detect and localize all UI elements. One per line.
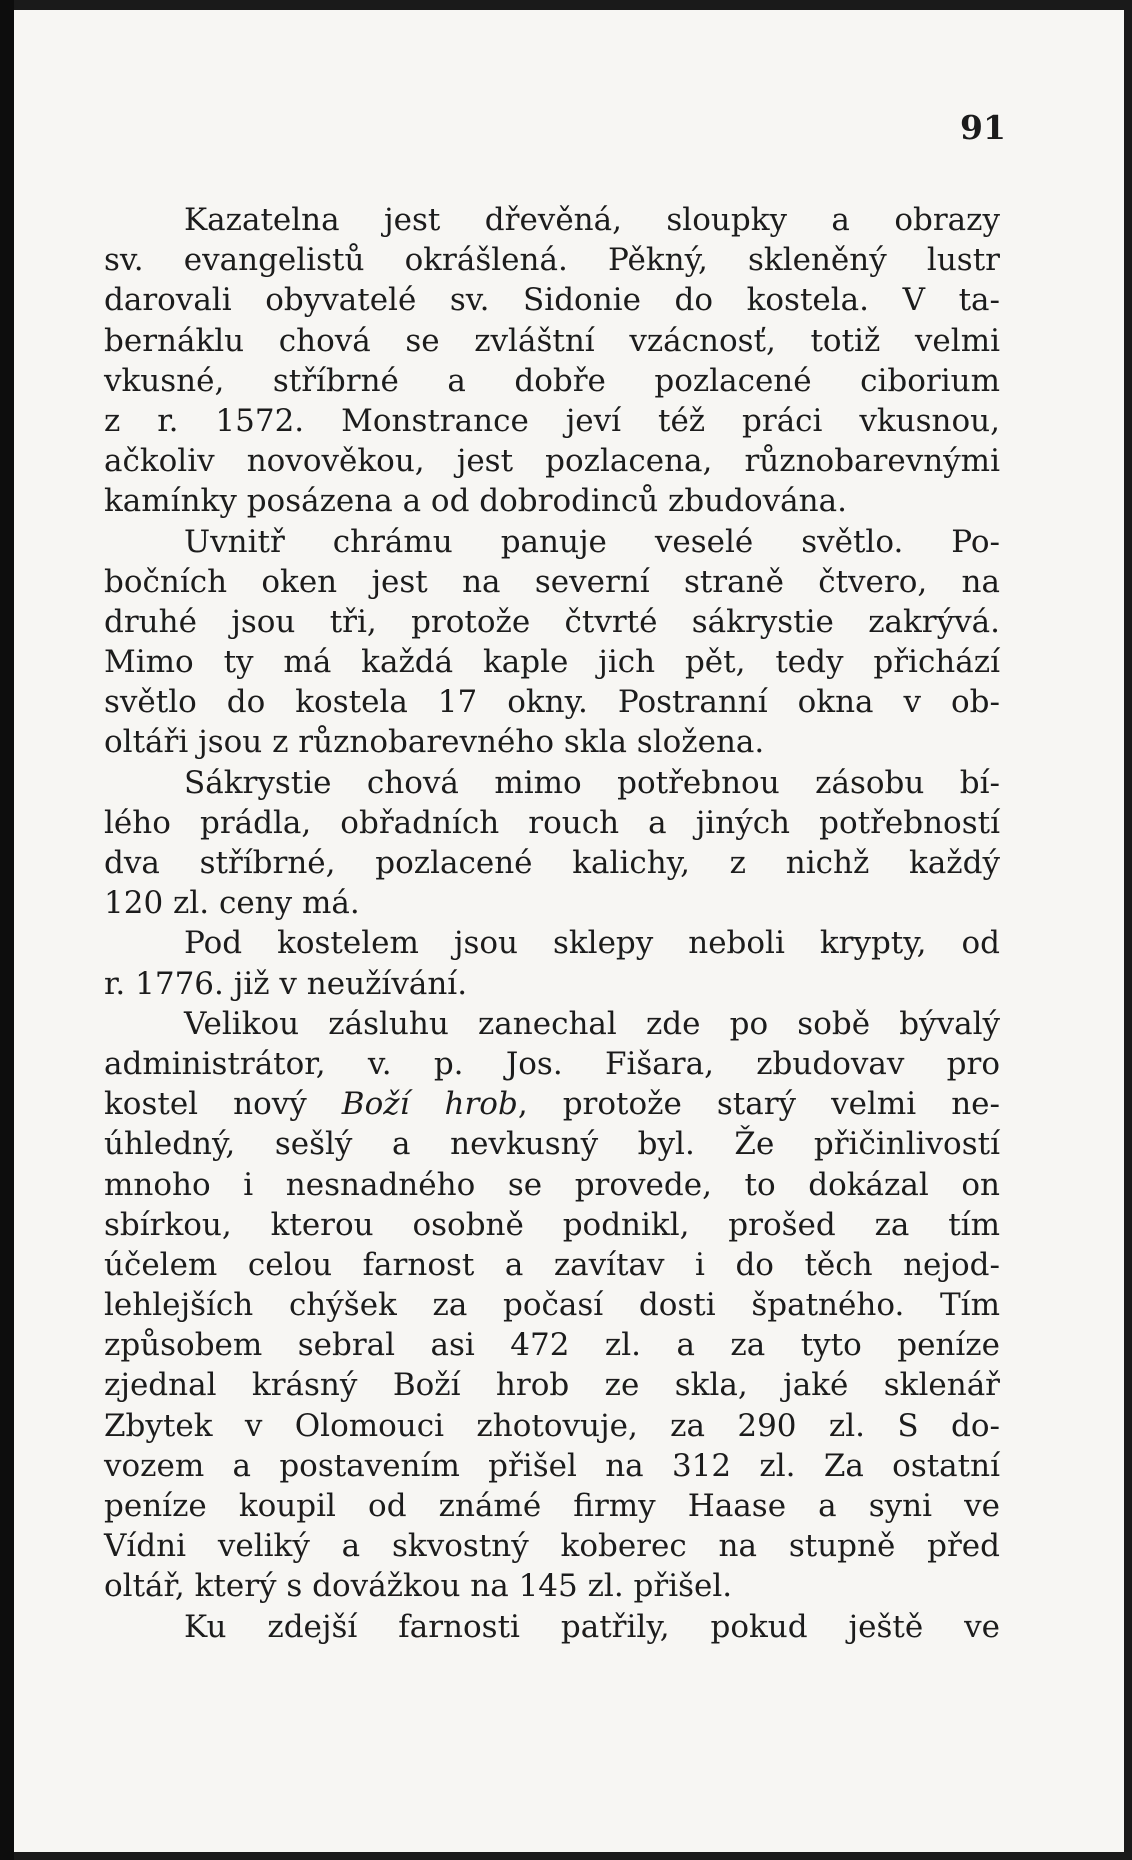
text-line: Uvnitř chrámu panuje veselé světlo. Po- [184, 523, 1000, 560]
text-line: sbírkou, kterou osobně podnikl, prošed za tím [104, 1206, 1000, 1243]
book-page [14, 10, 1124, 1852]
text-line: lého prádla, obřadních rouch a jiných potřebností [104, 804, 1000, 841]
text-line: Sákrystie chová mimo potřebnou zásobu bí- [184, 764, 1000, 801]
text-line: darovali obyvatelé sv. Sidonie do kostela. V ta- [104, 282, 1000, 319]
text-line: bočních oken jest na severní straně čtvero, na [104, 563, 1000, 600]
text-line: dva stříbrné, pozlacené kalichy, z nichž každý [104, 845, 1000, 881]
text-line: Velikou zásluhu zanechal zde po sobě bývalý [184, 1005, 1000, 1042]
text-line: úhledný, sešlý a nevkusný byl. Že přičinlivostí [104, 1126, 1000, 1163]
text-line: mnoho i nesnadného se provede, to dokázal on [104, 1166, 1000, 1203]
text-line: Kazatelna jest dřevěná, sloupky a obrazy [184, 202, 1000, 238]
text-line: r. 1776. již v neužívání. [104, 965, 468, 1002]
text-line: sv. evangelistů okrášlená. Pěkný, skleněný lustr [104, 242, 1000, 279]
scan-left-edge [0, 0, 14, 1860]
text-segment: kostel nový [104, 1086, 342, 1123]
text-line: 120 zl. ceny má. [104, 885, 360, 922]
text-line: Ku zdejší farnosti patřily, pokud ještě ve [184, 1608, 1000, 1645]
text-line: administrátor, v. p. Jos. Fišara, zbudovav pro [104, 1045, 1000, 1082]
text-line: způsobem sebral asi 472 zl. a za tyto peníze [104, 1327, 1000, 1364]
text-line: zjednal krásný Boží hrob ze skla, jaké sklenář [104, 1367, 1000, 1404]
text-line: Mimo ty má každá kaple jich pět, tedy přichází [104, 644, 1000, 681]
text-segment: , protože starý velmi ne- [517, 1086, 1000, 1123]
text-line: z r. 1572. Monstrance jeví též práci vkusnou, [104, 402, 1000, 439]
text-line: druhé jsou tři, protože čtvrté sákrystie zakrývá. [104, 603, 1000, 640]
text-line [104, 1084, 1000, 1124]
page-number: 91 [960, 108, 1006, 147]
text-line: oltář, který s dovážkou na 145 zl. přišel. [104, 1568, 733, 1605]
body-text [104, 200, 1000, 1647]
text-line: Zbytek v Olomouci zhotovuje, za 290 zl. S do- [104, 1407, 1000, 1444]
text-line: účelem celou farnost a zavítav i do těch nejod- [104, 1246, 1000, 1283]
text-line: kamínky posázena a od dobrodinců zbudována. [104, 483, 847, 520]
text-line: světlo do kostela 17 okny. Postranní okna v ob- [104, 684, 1000, 721]
text-line: vkusné, stříbrné a dobře pozlacené ciborium [104, 362, 1000, 399]
text-line: Pod kostelem jsou sklepy neboli krypty, od [184, 925, 1000, 962]
italic-phrase: Boží hrob [341, 1086, 518, 1123]
text-line: lehlejších chýšek za počasí dosti špatného. Tím [104, 1287, 1000, 1324]
text-line: bernáklu chová se zvláštní vzácnosť, totiž velmi [104, 322, 1000, 359]
text-line: Vídni veliký a skvostný koberec na stupně před [104, 1528, 1000, 1565]
text-line: vozem a postavením přišel na 312 zl. Za ostatní [104, 1447, 1000, 1484]
text-line: ačkoliv novověkou, jest pozlacena, různobarevnými [104, 443, 1000, 480]
text-line: peníze koupil od známé firmy Haase a syni ve [104, 1488, 1000, 1524]
text-line: oltáři jsou z různobarevného skla složena. [104, 724, 765, 761]
